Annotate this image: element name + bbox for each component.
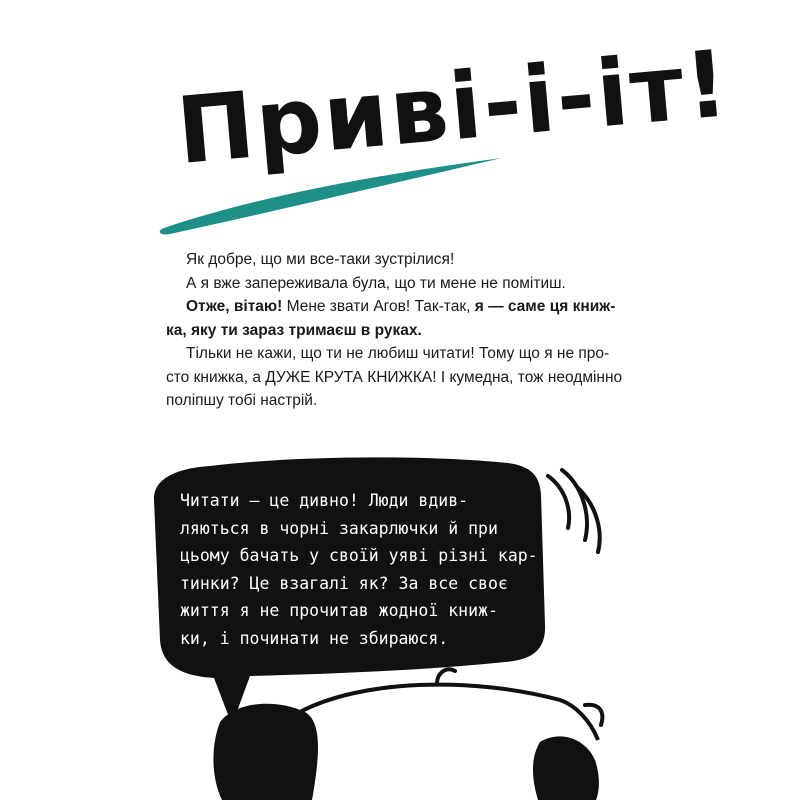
paragraph-greeting: Як добре, що ми все-таки зустрілися! — [186, 251, 455, 268]
paragraph-worried: А я вже запереживала була, що ти мене не помітиш. — [186, 274, 566, 292]
speech-line: ляються в чорні закарлючки й при — [180, 518, 498, 538]
name-sentence: Мене звати Агов! Так-так, — [282, 298, 475, 315]
paragraph-reading-line-3: поліпшу тобі настрій. — [166, 392, 318, 409]
paragraph-reading-line-2: сто книжка, а ДУЖЕ КРУТА КНИЖКА! І кумедна, тож неодмінно — [166, 368, 623, 386]
bold-greeting: Отже, вітаю! — [186, 298, 283, 315]
character-ear-left — [213, 704, 318, 800]
character-head — [437, 669, 602, 725]
character-ear-right — [533, 736, 599, 800]
speech-line: Читати — це дивно! Люди вдив- — [180, 491, 469, 510]
speech-line: ки, і починати не збираюся. — [180, 628, 449, 648]
speech-line: тинки? Це взагалі як? За все своє — [180, 573, 508, 593]
bold-book-phrase-a: я — саме ця книж- — [474, 298, 616, 315]
character-head-outline — [300, 685, 598, 740]
speech-line: цьому бачать у своїй уяві різні кар- — [180, 546, 538, 565]
speech-line: життя я не прочитав жодної книж- — [180, 601, 498, 620]
bold-book-phrase-b: ка, яку ти зараз тримаєш в руках. — [166, 321, 422, 339]
speech-bubble-text — [180, 487, 560, 652]
page-title: Приві-і-іт! — [172, 30, 734, 185]
paragraph-reading-line-1: Тільки не кажи, що ти не любиш читати! Тому що я не про- — [186, 345, 610, 362]
